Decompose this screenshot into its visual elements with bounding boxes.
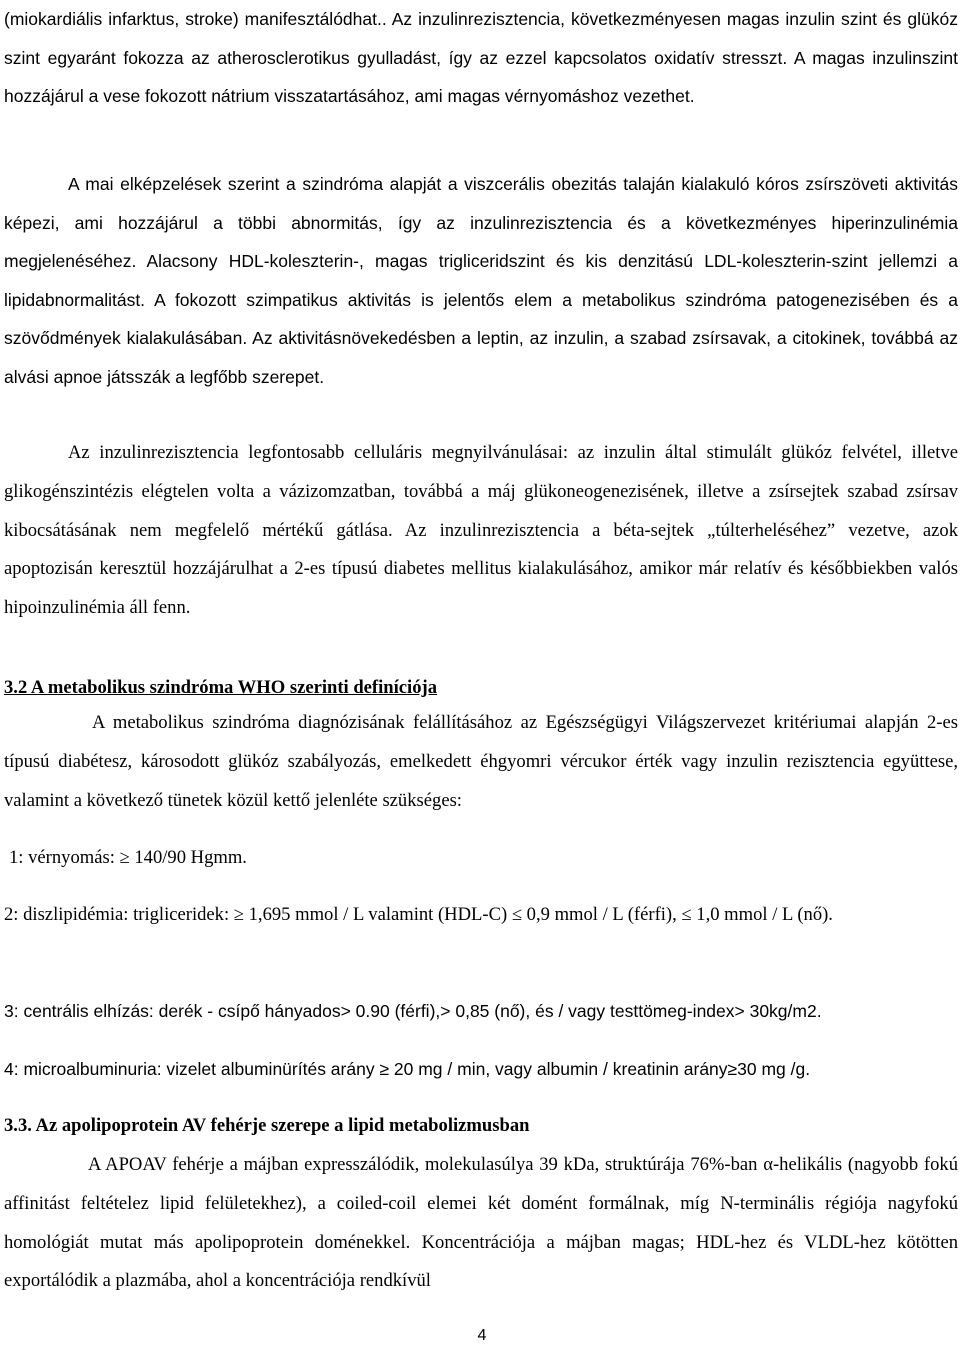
criterion-dyslipidemia: 2: diszlipidémia: trigliceridek: ≥ 1,695 mmol / L valamint (HDL-C) ≤ 0,9 mmol / L (férfi), ≤ 1,0 mmol / L (nő). xyxy=(4,904,833,925)
criterion-microalbuminuria: 4: microalbuminuria: vizelet albuminürítés arány ≥ 20 mg / min, vagy albumin / kreatinin arány≥30 mg /g. xyxy=(4,1059,811,1079)
section-heading-apoav xyxy=(4,1114,529,1138)
paragraph-insulin-resistance-effects: (miokardiális infarktus, stroke) manifesztálódhat.. Az inzulinrezisztencia, következményesen magas inzulin szint és glükóz szint egyaránt fokozza az atherosclerotikus gyulladást, így az ezzel kapcsolatos oxidatív stresszt. A magas inzulinszint hozzájárul a vese fokozott nátrium visszatartásához, ami magas vérnyomáshoz vezethet. xyxy=(4,9,958,106)
paragraph-apoav-protein: A APOAV fehérje a májban expresszálódik, molekulasúlya 39 kDa, struktúrája 76%-ban α-helikális (nagyobb fokú affinitást feltételez lipid felületekhez), a coiled-coil elemei két domént formálnak, míg N-terminális régiója nagyfokú homológiát mutat más apolipoprotein doménekkel. Koncentrációja a májban magas; HDL-hez és VLDL-hez kötötten exportálódik a plazmába, ahol a koncentrációja rendkívül xyxy=(4,1154,958,1292)
paragraph-syndrome-basis: A mai elképzelések szerint a szindróma alapját a viszcerális obezitás talaján kialakuló kóros zsírszöveti aktivitás képezi, ami hozzájárul a többi abnormitás, így az inzulinrezisztencia és a következményes hiperinzulinémia megjelenéséhez. Alacsony HDL-koleszterin-, magas trigliceridszint és kis denzitású LDL-koleszterin-szint jellemzi a lipidabnormalitást. A fokozott szimpatikus aktivitás is jelentős elem a metabolikus szindróma patogenezisében és a szövődmények kialakulásában. Az aktivitásnövekedésben a leptin, az inzulin, a szabad zsírsavak, a citokinek, továbbá az alvási apnoe játsszák a legfőbb szerepet. xyxy=(4,174,958,387)
criterion-central-obesity: 3: centrális elhízás: derék - csípő hányados> 0.90 (férfi),> 0,85 (nő), és / vagy testtömeg-index> 30kg/m2. xyxy=(4,1001,822,1021)
criterion-blood-pressure: 1: vérnyomás: ≥ 140/90 Hgmm. xyxy=(9,847,247,868)
paragraph-who-criteria-intro: A metabolikus szindróma diagnózisának felállításához az Egészségügyi Világszervezet kritériumai alapján 2-es típusú diabétesz, károsodott glükóz szabályozás, emelkedett éhgyomri vércukor érték vagy inzulin rezisztencia együttese, valamint a következő tünetek közül kettő jelenléte szükséges: xyxy=(4,712,958,811)
section-heading-who-definition: 3.2 A metabolikus szindróma WHO szerinti definíciója xyxy=(4,677,438,698)
page-number: 4 xyxy=(477,1327,487,1344)
paragraph-cellular-manifestations: Az inzulinrezisztencia legfontosabb celluláris megnyilvánulásai: az inzulin által stimulált glükóz felvétel, illetve glikogénszintézis elégtelen volta a vázizomzatban, továbbá a máj glükoneogenezisének, illetve a zsírsejtek szabad zsírsav kibocsátásának nem megfelelő mértékű gátlása. Az inzulinrezisztencia a béta-sejtek „túlterheléséhez” vezetve, azok apoptozisán keresztül hozzájárulhat a 2-es típusú diabetes mellitus kialakulásához, amikor már relatív és későbbiekben valós hipoinzulinémia áll fenn. xyxy=(4,442,958,619)
section-heading-apoav-text: 3.3. Az apolipoprotein AV fehérje szerepe a lipid metabolizmusban xyxy=(4,1115,530,1136)
